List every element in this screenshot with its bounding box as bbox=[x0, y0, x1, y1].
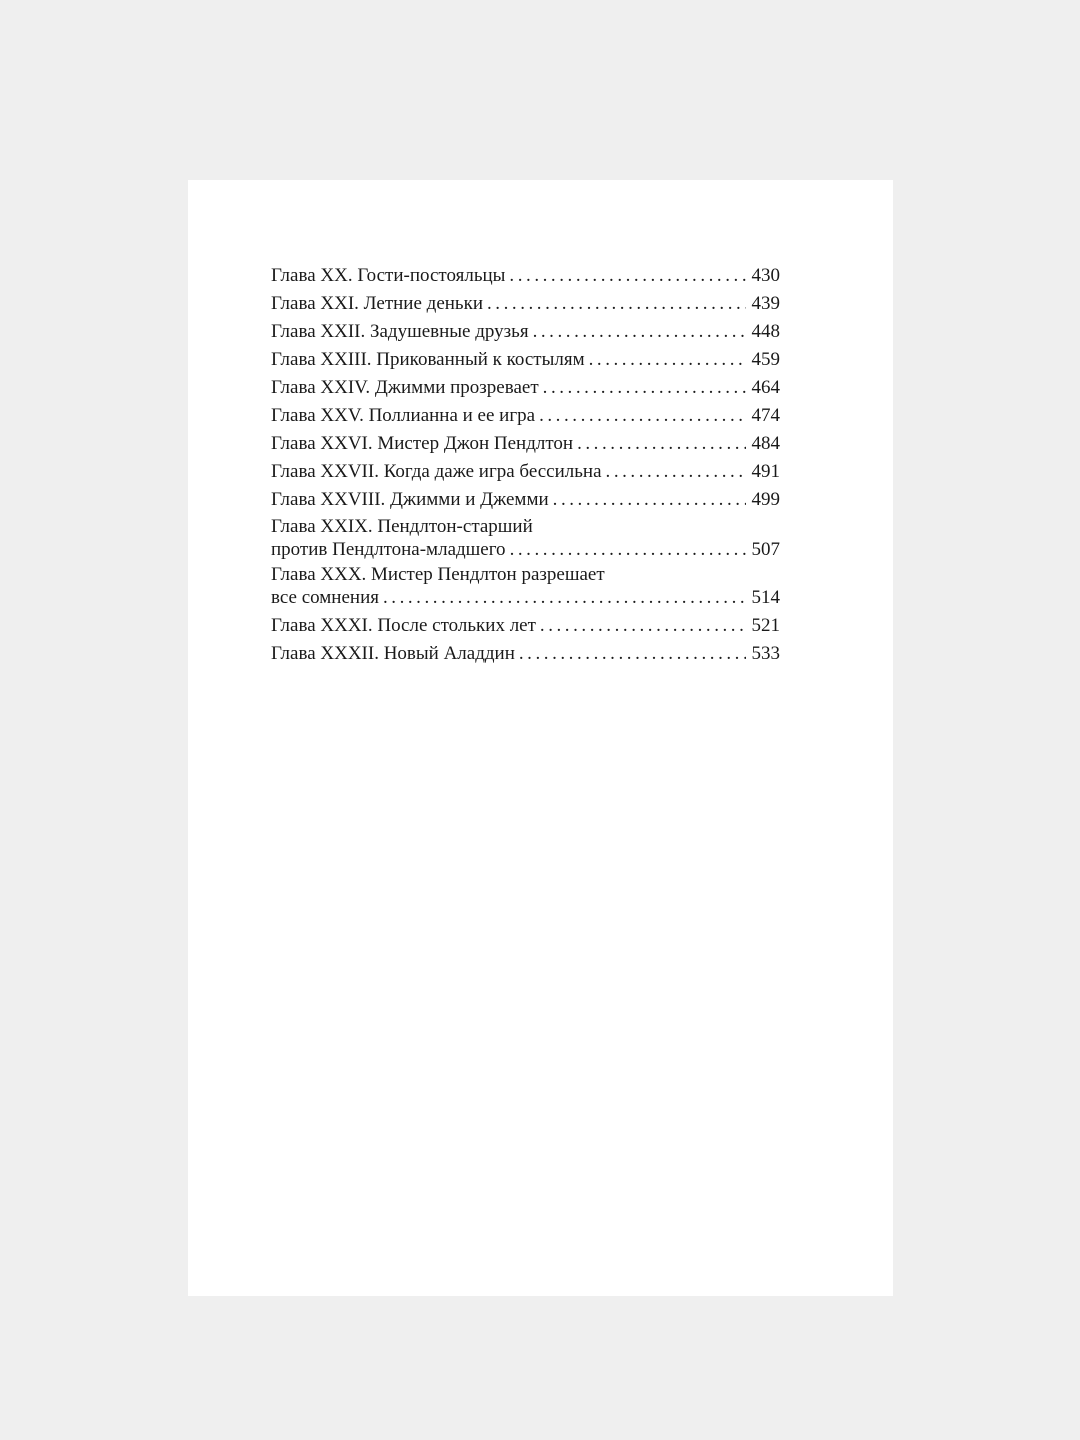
toc-entry bbox=[271, 640, 780, 668]
toc-entry-title-continued: против Пендлтона-младшего bbox=[271, 538, 506, 560]
toc-entry-title: Глава XXV. Поллианна и ее игра bbox=[271, 405, 536, 426]
dot-leader bbox=[553, 486, 746, 514]
toc-entry-title: Глава XXIX. Пендлтон-старший bbox=[271, 516, 533, 537]
dot-leader bbox=[509, 262, 745, 290]
dot-leader bbox=[589, 346, 746, 374]
toc-entry-page: 514 bbox=[751, 586, 780, 608]
toc-entry-title: Глава XXXI. После стольких лет bbox=[271, 615, 536, 636]
toc-entry bbox=[271, 262, 780, 290]
toc-entry bbox=[271, 290, 780, 318]
toc-entry bbox=[271, 564, 780, 609]
dot-leader bbox=[383, 587, 746, 610]
dot-leader bbox=[487, 290, 746, 318]
toc-entry bbox=[271, 486, 780, 514]
toc-entry-title: Глава XXI. Летние деньки bbox=[271, 293, 483, 314]
toc-entry-page: 507 bbox=[751, 538, 780, 560]
toc-entry bbox=[271, 346, 780, 374]
dot-leader bbox=[540, 612, 746, 640]
toc-entry-title: Глава XXVII. Когда даже игра бессильна bbox=[271, 461, 602, 482]
toc-entry-title: Глава XXVI. Мистер Джон Пендлтон bbox=[271, 433, 574, 454]
toc-entry-page: 474 bbox=[751, 405, 780, 426]
dot-leader bbox=[510, 539, 746, 562]
dot-leader bbox=[519, 640, 746, 668]
toc-entry-page: 464 bbox=[751, 377, 780, 398]
toc-entry-page: 491 bbox=[751, 461, 780, 482]
toc-entry bbox=[271, 458, 780, 486]
toc-entry-page: 448 bbox=[751, 321, 780, 342]
dot-leader bbox=[577, 430, 745, 458]
toc-entry bbox=[271, 612, 780, 640]
toc-entry-page: 533 bbox=[751, 643, 780, 664]
toc-entry-title-continued: все сомнения bbox=[271, 586, 379, 608]
toc-entry bbox=[271, 318, 780, 346]
toc-entry-title: Глава XXX. Мистер Пендлтон разрешает bbox=[271, 564, 605, 585]
toc-entry-page: 439 bbox=[751, 293, 780, 314]
toc-entry-title: Глава XX. Гости-постояльцы bbox=[271, 265, 506, 286]
toc-entry-title: Глава XXIV. Джимми прозревает bbox=[271, 377, 539, 398]
toc-entry-title: Глава XXIII. Прикованный к костылям bbox=[271, 349, 585, 370]
book-page bbox=[188, 180, 893, 1296]
toc-entry bbox=[271, 516, 780, 561]
toc-entry-page: 499 bbox=[751, 489, 780, 510]
toc-entry bbox=[271, 402, 780, 430]
toc-entry-title: Глава XXII. Задушевные друзья bbox=[271, 321, 529, 342]
dot-leader bbox=[539, 402, 745, 430]
toc-entry-page: 459 bbox=[751, 349, 780, 370]
toc-entry-page: 484 bbox=[751, 433, 780, 454]
toc-entry bbox=[271, 430, 780, 458]
toc-entry-page: 521 bbox=[751, 615, 780, 636]
dot-leader bbox=[533, 318, 746, 346]
toc-entry-title: Глава XXVIII. Джимми и Джемми bbox=[271, 489, 549, 510]
toc-entry-title: Глава XXXII. Новый Аладдин bbox=[271, 643, 515, 664]
toc-entry-page: 430 bbox=[751, 265, 780, 286]
dot-leader bbox=[606, 458, 746, 486]
dot-leader bbox=[543, 374, 746, 402]
toc-entry bbox=[271, 374, 780, 402]
table-of-contents bbox=[271, 262, 780, 668]
